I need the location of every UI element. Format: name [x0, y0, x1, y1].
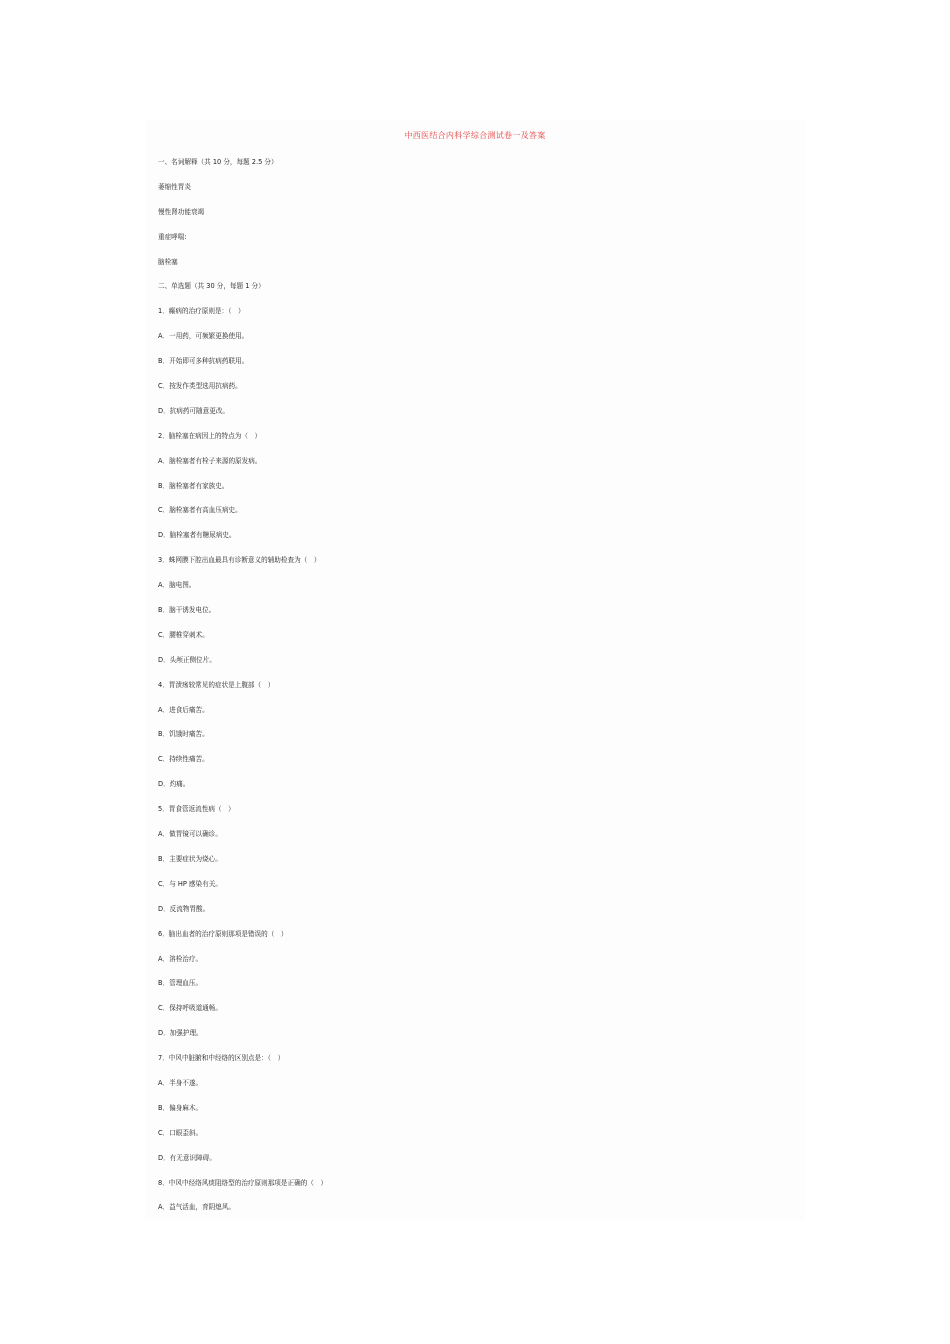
text-line: B．开始即可多种抗病药联用。: [158, 357, 249, 366]
text-line: B．脑干诱发电位。: [158, 606, 216, 615]
text-line: 萎缩性胃炎: [158, 182, 191, 191]
text-line: C．按发作类型选用抗病药。: [158, 382, 242, 391]
text-line: 慢性肾功能衰竭: [158, 207, 205, 216]
text-line: 2．脑栓塞在病因上的特点为（ ）: [158, 431, 262, 440]
text-line: C．保持呼吸道通畅。: [158, 1004, 222, 1013]
text-line: 8．中风中经络风痰阻络型的治疗原则那项是正确的（ ）: [158, 1178, 328, 1187]
text-line: D．有无意识障碍。: [158, 1153, 216, 1162]
text-line: A．进食后痛苦。: [158, 705, 209, 714]
text-line: C．口眼歪斜。: [158, 1128, 203, 1137]
text-line: 3．蛛网膜下腔出血最具有诊断意义的辅助检查为（ ）: [158, 556, 321, 565]
text-line: D．反流物胃酸。: [158, 904, 210, 913]
text-line: D．灼痛。: [158, 780, 190, 789]
text-line: 二、单选题（共 30 分，每题 1 分）: [158, 282, 265, 291]
text-line: D．脑栓塞者有糖尿病史。: [158, 531, 236, 540]
text-line: B．饥饿时痛苦。: [158, 730, 209, 739]
text-line: C．腰椎穿刺术。: [158, 630, 209, 639]
text-line: 7．中风中脏腑和中经络的区别点是：（ ）: [158, 1054, 285, 1063]
text-line: B．脑栓塞者有家族史。: [158, 481, 229, 490]
text-line: A．半身不遂。: [158, 1078, 203, 1087]
text-line: D．抗病药可随意更改。: [158, 406, 230, 415]
text-line: 1．癫病的治疗原则是：（ ）: [158, 307, 245, 316]
text-line: D．头颅正侧位片。: [158, 655, 216, 664]
text-line: A．一用药，可频繁更换使用。: [158, 332, 249, 341]
text-line: A．做胃镜可以确诊。: [158, 830, 222, 839]
text-line: B．管理血压。: [158, 979, 203, 988]
text-line: 重症哮喘:: [158, 232, 187, 241]
document-title: 中西医结合内科学综合测试卷一及答案: [404, 131, 546, 140]
document-body: [158, 156, 758, 1226]
text-line: D．加强护理。: [158, 1029, 203, 1038]
text-line: A．脑栓塞者有栓子来源的原发病。: [158, 456, 262, 465]
text-line: A．益气活血，育阴熄风。: [158, 1203, 236, 1212]
text-line: B．偏身麻木。: [158, 1103, 203, 1112]
text-line: A．脑电图。: [158, 581, 196, 590]
text-line: C．与 HP 感染有关。: [158, 879, 222, 888]
text-line: 脑栓塞: [158, 257, 178, 266]
text-line: 5．胃食管返流性病（ ）: [158, 805, 235, 814]
text-line: A．溶栓治疗。: [158, 954, 203, 963]
text-line: B．主要症状为烧心。: [158, 854, 222, 863]
text-line: C．脑栓塞者有高血压病史。: [158, 506, 242, 515]
text-line: 一、名词解释（共 10 分，每题 2.5 分）: [158, 158, 278, 166]
text-line: C．持续性痛苦。: [158, 755, 209, 764]
text-line: 6．脑出血者的治疗原则那项是错误的（ ）: [158, 929, 288, 938]
text-line: 4．胃溃疡较常见的症状是上腹部（ ）: [158, 680, 275, 689]
